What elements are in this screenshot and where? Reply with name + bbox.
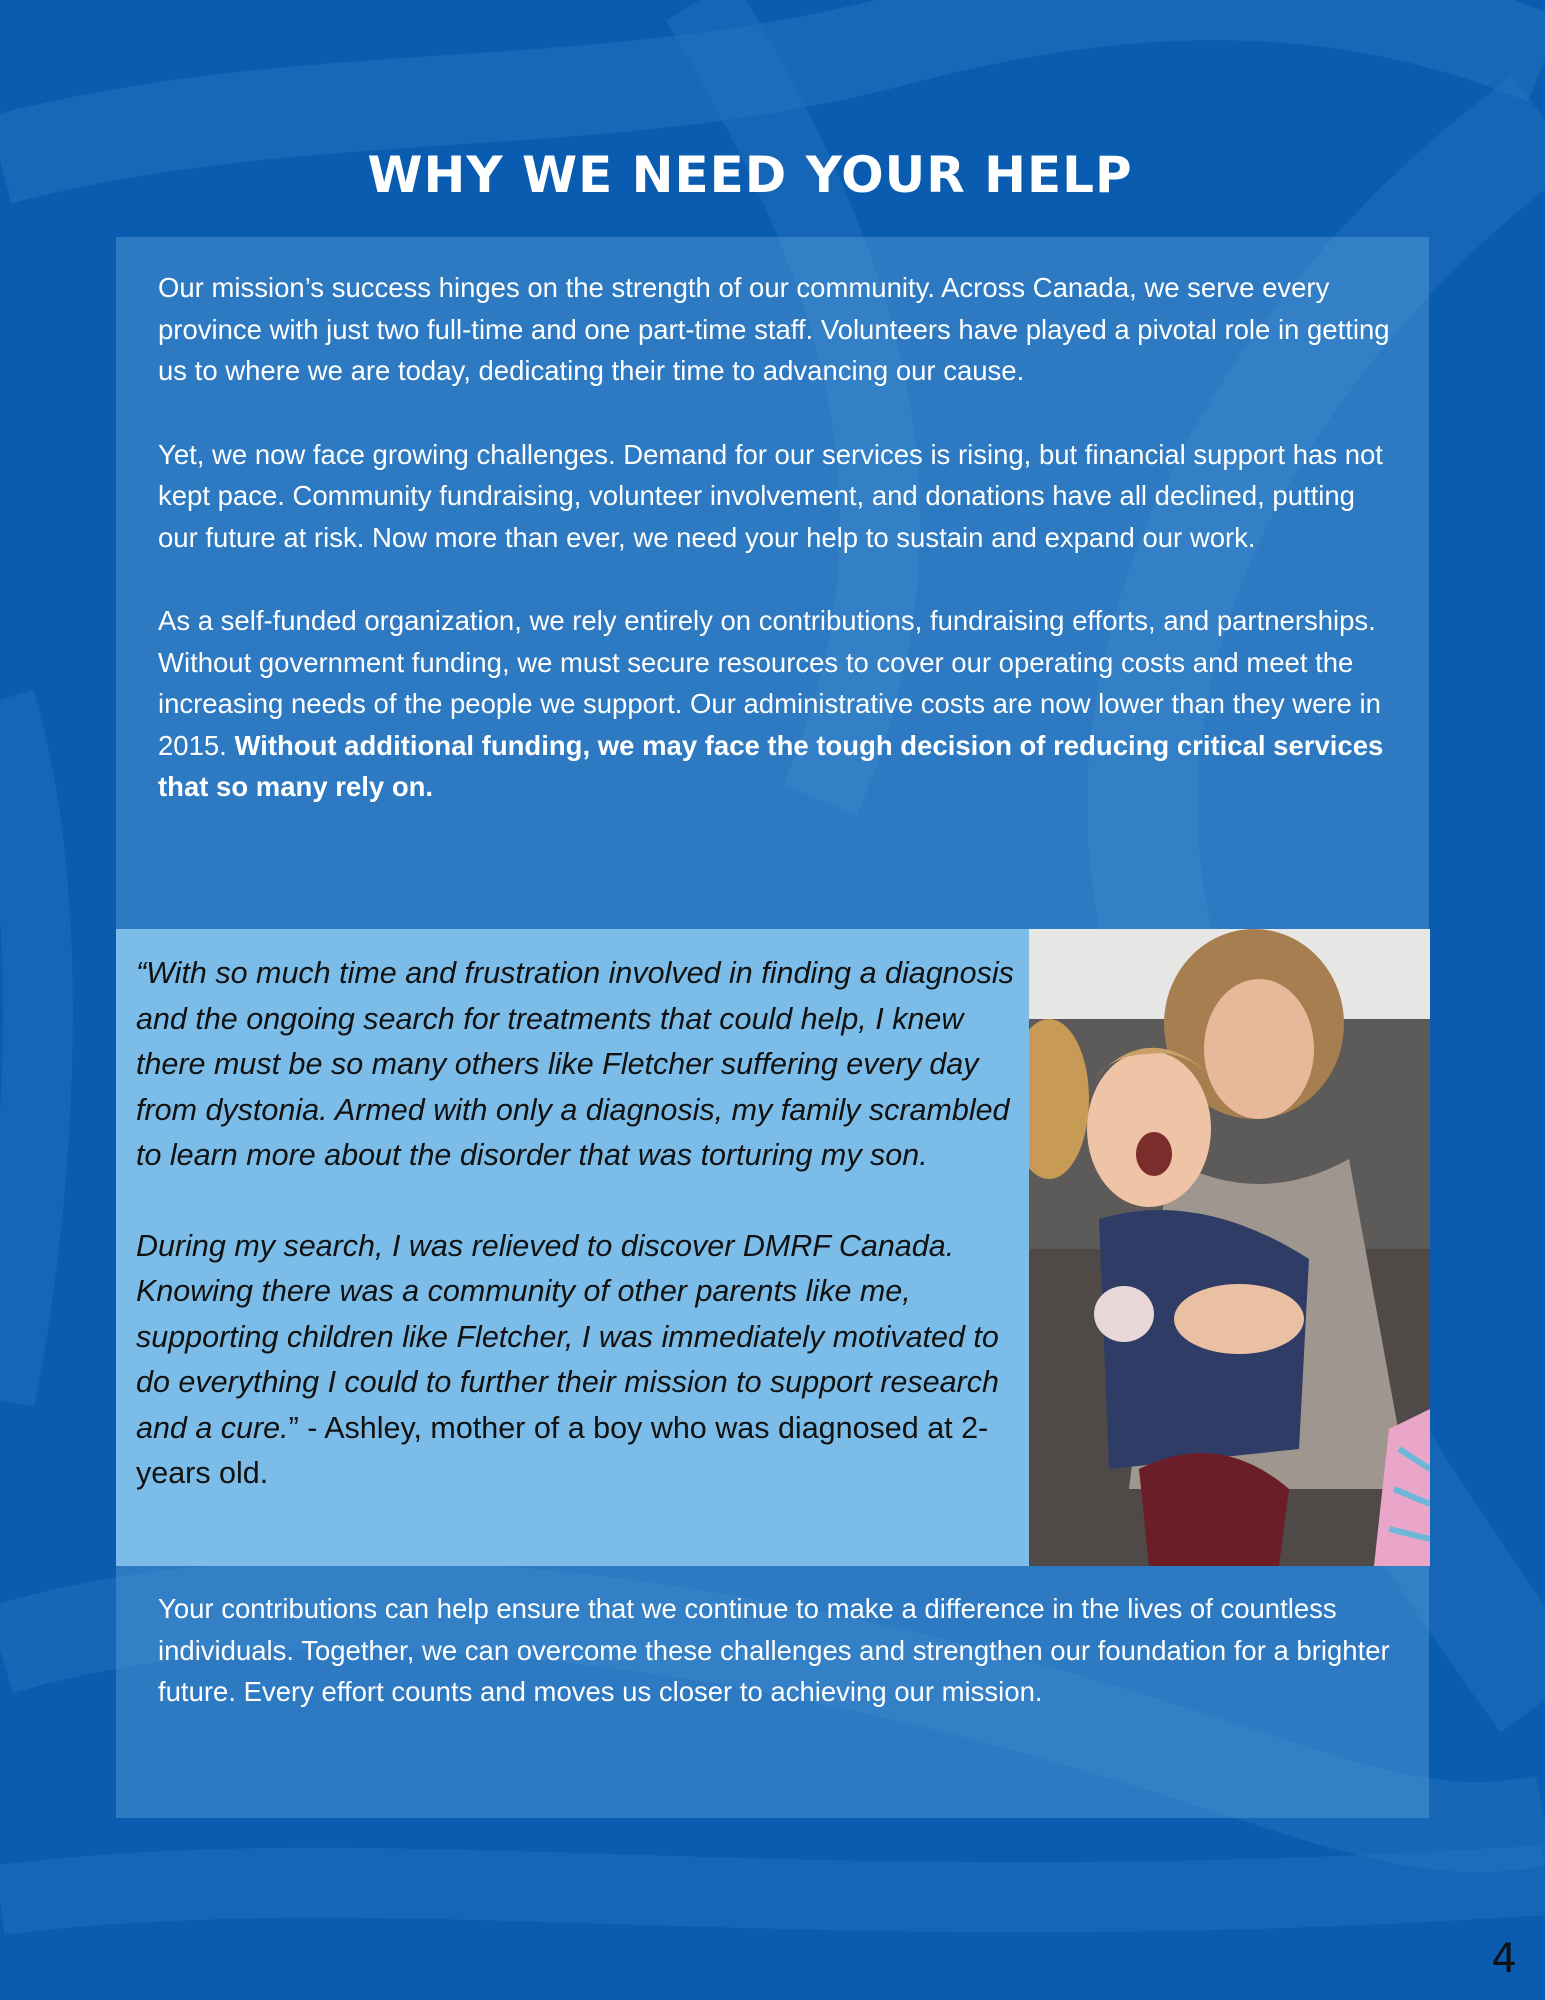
intro-paragraph-1: Our mission’s success hinges on the strength of our community. Across Canada, we serve every province with just two full-time and one part-time staff. Volunteers have played a pivotal role in getting us to where we are today, dedicating their time to advancing our cause. xyxy=(158,272,1390,386)
intro-paragraph-3-text: As a self-funded organization, we rely entirely on contributions, fundraising efforts, and partnerships. Without government funding, we must secure resources to cover our operating costs and meet the increasing needs of the people we support. Our administrative costs are now lower than they were in 2015. xyxy=(158,605,1381,761)
testimonial-attribution: ” - Ashley, mother of a boy who was diagnosed at 2-years old. xyxy=(136,1410,989,1490)
testimonial-paragraph-1 xyxy=(136,951,1021,1179)
testimonial-paragraph-2 xyxy=(136,1224,1021,1497)
closing-panel xyxy=(116,1566,1429,1818)
testimonial-quote-text-1: “With so much time and frustration involved in finding a diagnosis and the ongoing search for treatments that could help, I knew there must be so many others like Fletcher suffering every day from dystonia. Armed with only a diagnosis, my family scrambled to learn more about the disorder that was torturing my son. xyxy=(136,956,1014,1172)
family-photo xyxy=(1029,929,1430,1566)
page-title: WHY WE NEED YOUR HELP xyxy=(367,146,1133,204)
intro-paragraph-3 xyxy=(158,600,1393,808)
closing-paragraph: Your contributions can help ensure that we continue to make a difference in the lives of countless individuals. Together, we can overcome these challenges and strengthen our foundation for a brighter future. Every effort counts and moves us closer to achieving our mission. xyxy=(158,1593,1390,1707)
page-number: 4 xyxy=(1491,1936,1517,1982)
intro-panel xyxy=(116,237,1429,930)
intro-paragraph-2: Yet, we now face growing challenges. Demand for our services is rising, but financial support has not kept pace. Community fundraising, volunteer involvement, and donations have all declined, putting our future at risk. Now more than ever, we need your help to sustain and expand our work. xyxy=(158,438,1383,553)
intro-paragraph-3-emphasis: Without additional funding, we may face the tough decision of reducing critical services that so many rely on. xyxy=(158,729,1384,802)
testimonial-quote xyxy=(116,929,1029,1566)
testimonial-quote-text-2: During my search, I was relieved to discover DMRF Canada. Knowing there was a community of other parents like me, supporting children like Fletcher, I was immediately motivated to do everything I could to further their mission to support research and a cure. xyxy=(136,1228,999,1445)
family-photo-image xyxy=(1029,929,1430,1566)
